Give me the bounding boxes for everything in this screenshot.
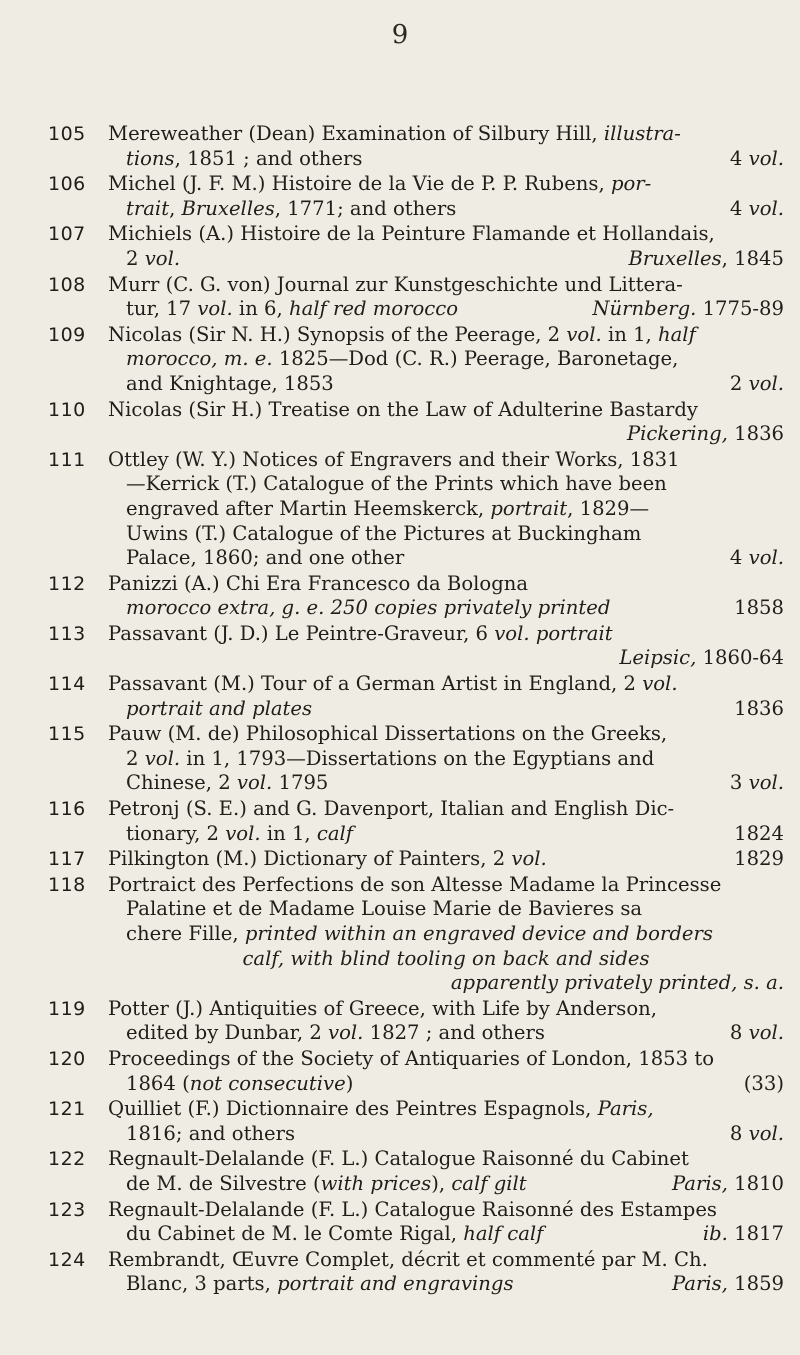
entry-imprint: 4 vol.: [729, 196, 784, 220]
catalogue-entry: [48, 1198, 784, 1247]
catalogue-list: [48, 122, 784, 1298]
entry-text: Rembrandt, Œuvre Complet, décrit et commenté par M. Ch.: [108, 1247, 708, 1271]
entry-line: [108, 1222, 784, 1247]
entry-line: [108, 297, 784, 322]
catalogue-entry: [48, 222, 784, 271]
entry-line: [108, 947, 784, 972]
lot-number: 112: [48, 572, 86, 595]
entry-line: [108, 1122, 784, 1147]
entry-line: [108, 747, 784, 772]
entry-line: [108, 646, 784, 671]
catalogue-entry: [48, 273, 784, 322]
lot-number: 105: [48, 123, 86, 145]
entry-text: and Knightage, 1853: [126, 371, 334, 395]
catalogue-entry: [48, 572, 784, 621]
entry-line: [108, 971, 784, 996]
entry-line: [108, 122, 784, 147]
entry-line: [108, 323, 784, 348]
lot-number: 123: [48, 1198, 86, 1221]
entry-imprint: 1829: [734, 847, 784, 871]
page-number: 9: [391, 20, 409, 50]
entry-text: calf, with blind tooling on back and sides: [242, 946, 650, 970]
lot-number: 116: [48, 798, 86, 821]
entry-line: [108, 222, 784, 247]
lot-number: 109: [48, 323, 86, 346]
entry-text: Petronj (S. E.) and G. Davenport, Italian and English Dic-: [108, 797, 675, 821]
catalogue-entry: [48, 672, 784, 721]
lot-number: 117: [48, 848, 86, 871]
entry-text: portrait and plates: [126, 696, 313, 720]
entry-text: 1816; and others: [126, 1121, 296, 1145]
lot-number: 111: [48, 448, 86, 471]
entry-line: [108, 347, 784, 372]
entry-line: [108, 422, 784, 447]
entry-imprint: Paris, 1810: [672, 1171, 784, 1195]
entry-imprint: 1836: [734, 696, 784, 720]
lot-number: 122: [48, 1148, 86, 1171]
entry-text: Blanc, 3 parts, portrait and engravings: [126, 1272, 514, 1296]
lot-number: 119: [48, 997, 86, 1020]
entry-text: Chinese, 2 vol. 1795: [126, 771, 329, 795]
entry-line: [108, 822, 784, 847]
catalogue-entry: [48, 398, 784, 447]
entry-line: [108, 922, 784, 947]
entry-text: trait, Bruxelles, 1771; and others: [126, 196, 457, 220]
entry-line: [108, 1147, 784, 1172]
entry-line: [108, 1172, 784, 1197]
entry-text: Passavant (M.) Tour of a German Artist in England, 2 vol.: [108, 672, 678, 696]
entry-imprint: 1858: [734, 596, 784, 620]
entry-line: [108, 273, 784, 298]
entry-text: Portraict des Perfections de son Altesse Madame la Princesse: [108, 872, 722, 896]
entry-text: morocco, m. e. 1825—Dod (C. R.) Peerage, Baronetage,: [126, 347, 679, 371]
entry-line: [108, 197, 784, 222]
entry-line: [108, 1198, 784, 1223]
entry-line: [108, 172, 784, 197]
entry-imprint: 8 vol.: [729, 1021, 784, 1045]
catalogue-entry: [48, 997, 784, 1046]
entry-line: [108, 622, 784, 647]
entry-line: [108, 472, 784, 497]
lot-number: 118: [48, 873, 86, 896]
entry-imprint: (33): [743, 1071, 784, 1095]
lot-number: 115: [48, 723, 86, 746]
entry-imprint: Paris, 1859: [672, 1272, 784, 1296]
entry-line: [108, 372, 784, 397]
entry-text: de M. de Silvestre (with prices), calf gilt: [126, 1171, 527, 1195]
entry-text: Michel (J. F. M.) Histoire de la Vie de P. P. Rubens, por-: [108, 172, 652, 196]
entry-text: Panizzi (A.) Chi Era Francesco da Bologna: [108, 571, 529, 595]
entry-imprint: Bruxelles, 1845: [628, 246, 784, 270]
entry-text: Passavant (J. D.) Le Peintre-Graveur, 6 vol. portrait: [108, 621, 613, 645]
entry-imprint: ib. 1817: [702, 1222, 784, 1246]
entry-text: Regnault-Delalande (F. L.) Catalogue Raisonné du Cabinet: [108, 1147, 689, 1171]
entry-imprint: 4 vol.: [729, 146, 784, 170]
entry-text: 2 vol. in 1, 1793—Dissertations on the Egyptians and: [126, 746, 655, 770]
entry-line: [108, 522, 784, 547]
entry-text: du Cabinet de M. le Comte Rigal, half calf: [126, 1222, 544, 1246]
entry-text: Quilliet (F.) Dictionnaire des Peintres Espagnols, Paris,: [108, 1097, 654, 1121]
entry-line: [108, 398, 784, 423]
entry-line: [108, 897, 784, 922]
entry-text: 1864 (not consecutive): [126, 1071, 354, 1095]
entry-text: tions, 1851 ; and others: [126, 146, 363, 170]
lot-number: 113: [48, 622, 86, 645]
entry-text: Pilkington (M.) Dictionary of Painters, 2 vol.: [108, 847, 547, 871]
entry-text: edited by Dunbar, 2 vol. 1827 ; and others: [126, 1021, 545, 1045]
lot-number: 108: [48, 273, 86, 296]
entry-text: Pauw (M. de) Philosophical Dissertations on the Greeks,: [108, 722, 668, 746]
entry-text: Regnault-Delalande (F. L.) Catalogue Raisonné des Estampes: [108, 1197, 717, 1221]
entry-line: [108, 448, 784, 473]
entry-text: chere Fille, printed within an engraved device and borders: [126, 922, 713, 945]
entry-text: Proceedings of the Society of Antiquaries of London, 1853 to: [108, 1046, 715, 1070]
catalogue-entry: [48, 622, 784, 671]
entry-text: Mereweather (Dean) Examination of Silbury Hill, illustra-: [108, 122, 681, 145]
entry-imprint: 3 vol.: [729, 771, 784, 795]
lot-number: 114: [48, 673, 86, 696]
catalogue-entry: [48, 1097, 784, 1146]
entry-line: [108, 697, 784, 722]
catalogue-entry: [48, 122, 784, 171]
entry-line: [108, 497, 784, 522]
entry-line: [108, 1097, 784, 1122]
lot-number: 107: [48, 223, 86, 246]
entry-text: Nicolas (Sir H.) Treatise on the Law of Adulterine Bastardy: [108, 397, 698, 421]
lot-number: 106: [48, 173, 86, 196]
entry-line: [108, 1021, 784, 1046]
catalogue-entry: [48, 873, 784, 996]
catalogue-entry: [48, 1147, 784, 1196]
lot-number: 124: [48, 1248, 86, 1271]
catalogue-entry: [48, 448, 784, 571]
entry-imprint: 2 vol.: [729, 371, 784, 395]
entry-line: [108, 797, 784, 822]
entry-imprint: Pickering, 1836: [626, 422, 784, 446]
entry-text: engraved after Martin Heemskerck, portrait, 1829—: [126, 496, 650, 520]
entry-text: Murr (C. G. von) Journal zur Kunstgeschichte und Littera-: [108, 272, 683, 296]
entry-line: [108, 873, 784, 898]
entry-text: Michiels (A.) Histoire de la Peinture Flamande et Hollandais,: [108, 222, 715, 246]
entry-line: [108, 596, 784, 621]
entry-line: [108, 672, 784, 697]
entry-imprint: 4 vol.: [729, 546, 784, 570]
catalogue-entry: [48, 1248, 784, 1297]
entry-text: tur, 17 vol. in 6, half red morocco: [126, 297, 459, 321]
lot-number: 120: [48, 1047, 86, 1070]
catalogue-entry: [48, 323, 784, 397]
entry-text: tionary, 2 vol. in 1, calf: [126, 821, 354, 845]
entry-imprint: 1824: [734, 821, 784, 845]
entry-imprint: 8 vol.: [729, 1121, 784, 1145]
entry-line: [108, 1272, 784, 1297]
entry-line: [108, 722, 784, 747]
catalogue-entry: [48, 172, 784, 221]
entry-text: —Kerrick (T.) Catalogue of the Prints which have been: [126, 472, 667, 496]
entry-text: Ottley (W. Y.) Notices of Engravers and their Works, 1831: [108, 447, 680, 471]
entry-text: morocco extra, g. e. 250 copies privately printed: [126, 596, 611, 620]
entry-line: [108, 1248, 784, 1273]
entry-imprint: apparently privately printed, s. a.: [450, 971, 784, 995]
lot-number: 121: [48, 1098, 86, 1121]
catalogue-entry: [48, 847, 784, 872]
entry-line: [108, 771, 784, 796]
entry-line: [108, 572, 784, 597]
catalogue-entry: [48, 797, 784, 846]
entry-line: [108, 1072, 784, 1097]
entry-text: 2 vol.: [126, 246, 181, 270]
lot-number: 110: [48, 398, 86, 421]
catalogue-entry: [48, 1047, 784, 1096]
entry-imprint: Leipsic, 1860-64: [619, 646, 784, 670]
entry-line: [108, 847, 784, 872]
catalogue-entry: [48, 722, 784, 796]
entry-text: Nicolas (Sir N. H.) Synopsis of the Peerage, 2 vol. in 1, half: [108, 322, 696, 346]
entry-line: [108, 546, 784, 571]
entry-imprint: Nürnberg. 1775-89: [592, 297, 784, 321]
entry-text: Potter (J.) Antiquities of Greece, with Life by Anderson,: [108, 996, 657, 1020]
entry-text: Palatine et de Madame Louise Marie de Bavieres sa: [126, 897, 643, 921]
entry-line: [108, 247, 784, 272]
entry-line: [108, 1047, 784, 1072]
entry-line: [108, 997, 784, 1022]
entry-text: Uwins (T.) Catalogue of the Pictures at Buckingham: [126, 521, 642, 545]
entry-line: [108, 147, 784, 172]
entry-text: Palace, 1860; and one other: [126, 546, 405, 570]
